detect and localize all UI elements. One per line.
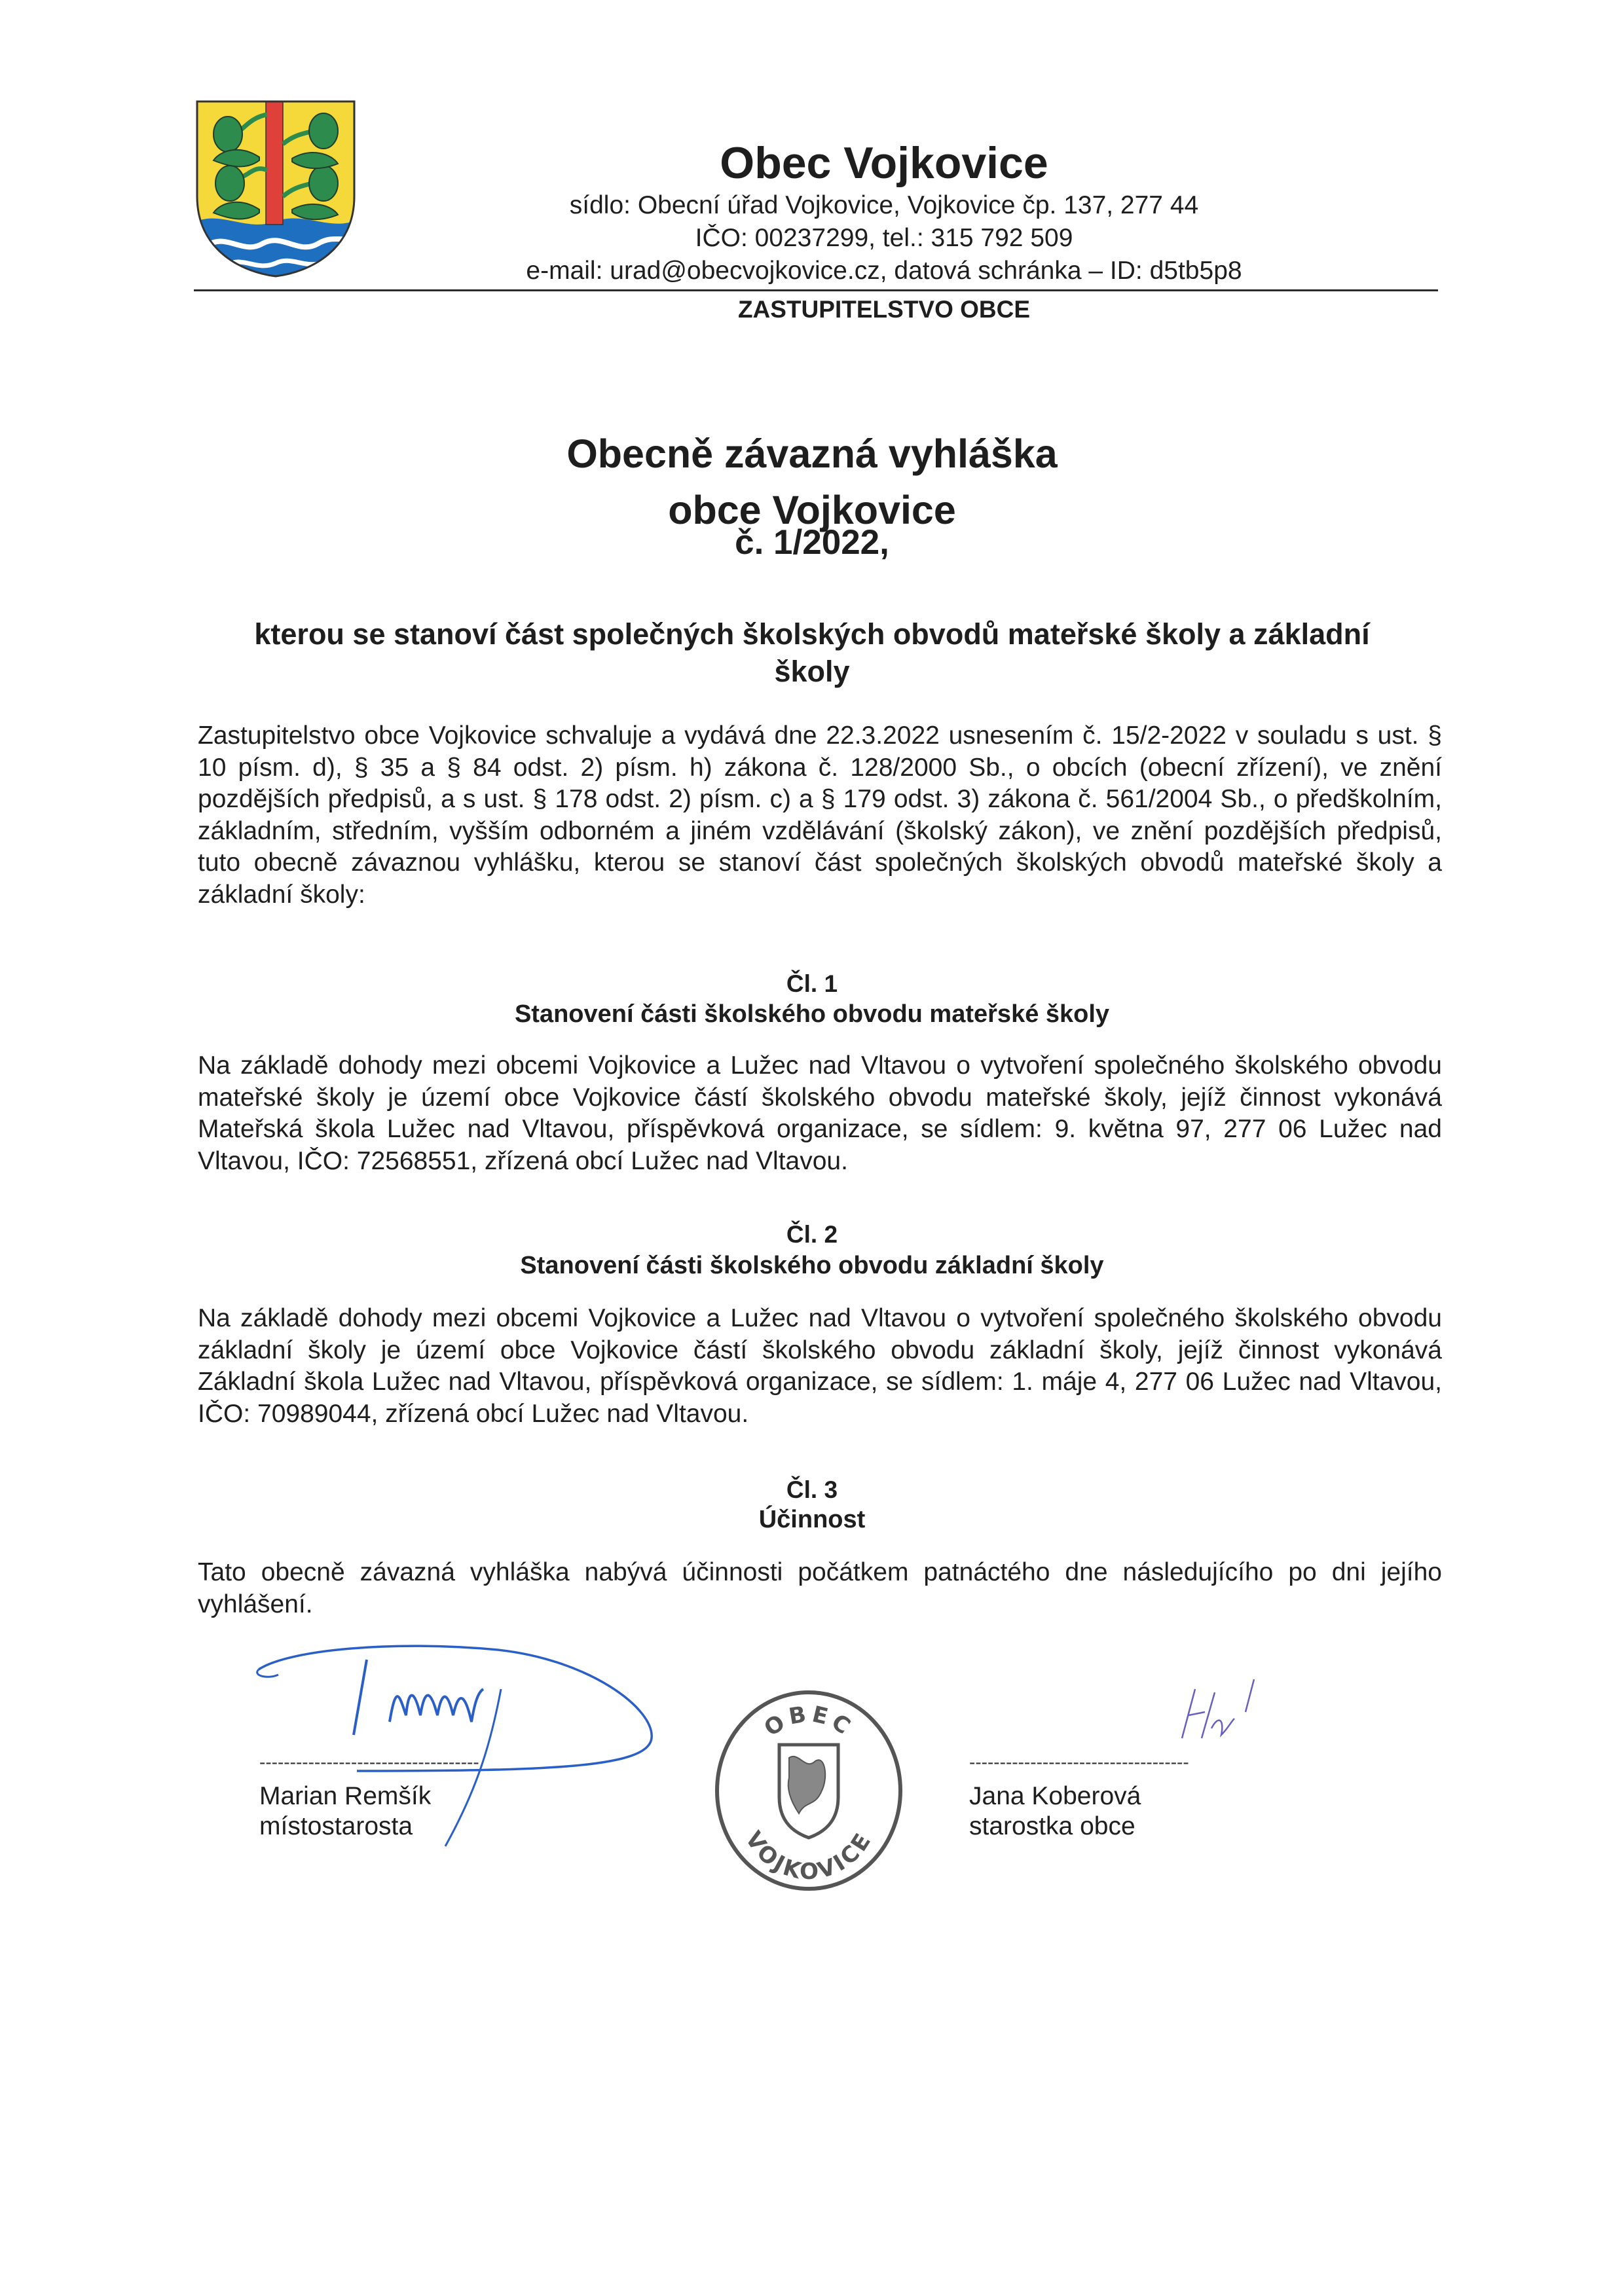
signatory-right-role: starostka obce (969, 1812, 1135, 1840)
signatory-left-role: místostarosta (259, 1812, 413, 1840)
org-email-databox: e-mail: urad@obecvojkovice.cz, datová schránka – ID: d5tb5p8 (526, 257, 1242, 285)
article-1-title: Stanovení části školského obvodu mateřské školy (514, 1000, 1110, 1028)
article-2-title: Stanovení části školského obvodu základní školy (520, 1252, 1104, 1279)
article-2-text: Na základě dohody mezi obcemi Vojkovice a Lužec nad Vltavou o vytvoření společného školského obvodu základní školy je území obce Vojkovice částí školského obvodu základní školy, jejíž činnost vykonává Základní škola Lužec nad Vltavou, příspěvková organizace, se sídlem: 1. máje 4, 277 06 Lužec nad Vltavou, IČO: 70989044, zřízená obcí Lužec nad Vltavou. (198, 1304, 1442, 1428)
signatory-right-name: Jana Koberová (969, 1782, 1141, 1810)
document-title (249, 426, 1375, 538)
article-1-text: Na základě dohody mezi obcemi Vojkovice a Lužec nad Vltavou o vytvoření společného školského obvodu mateřské školy je území obce Vojkovice částí školského obvodu mateřské školy, jejíž činnost vykonává Mateřská škola Lužec nad Vltavou, příspěvková organizace, se sídlem: 9. května 97, 277 06 Lužec nad Vltavou, IČO: 72568551, zřízená obcí Lužec nad Vltavou. (198, 1051, 1442, 1175)
document-subtitle: kterou se stanoví část společných školských obvodů mateřské školy a základní školy (254, 617, 1370, 688)
org-address: sídlo: Obecní úřad Vojkovice, Vojkovice čp. 137, 277 44 (569, 191, 1199, 219)
council-label: ZASTUPITELSTVO OBCE (737, 296, 1031, 323)
signature-line-right: ------------------------------------ (969, 1752, 1189, 1772)
article-1-number: Čl. 1 (786, 970, 838, 997)
svg-text:OBEC (760, 1701, 858, 1742)
article-3-number: Čl. 3 (786, 1476, 838, 1503)
handwritten-signature-right-icon (1172, 1676, 1264, 1748)
article-3-text: Tato obecně závazná vyhláška nabývá účinnosti počátkem patnáctého dne následujícího po dni jejího vyhlášení. (198, 1558, 1442, 1618)
handwritten-signature-left-icon (249, 1637, 694, 1853)
signatory-left-name: Marian Remšík (259, 1782, 432, 1810)
org-ico-phone: IČO: 00237299, tel.: 315 792 509 (695, 224, 1073, 252)
stamp-top-text: OBEC (759, 1700, 858, 1742)
official-stamp-icon (707, 1686, 910, 1895)
article-3-title: Účinnost (758, 1506, 866, 1533)
document-title-line2: obce Vojkovice (668, 488, 956, 532)
org-name: Obec Vojkovice (720, 138, 1048, 188)
header-divider (194, 289, 1438, 291)
document-title-line1: Obecně závazná vyhláška (566, 431, 1058, 476)
preamble-paragraph: Zastupitelstvo obce Vojkovice schvaluje a vydává dne 22.3.2022 usnesením č. 15/2-2022 v souladu s ust. § 10 písm. d), § 35 a § 84 odst. 2) písm. h) zákona č. 128/2000 Sb., o obcích (obecní zřízení), ve znění pozdějších předpisů, a s ust. § 178 odst. 2) písm. c) a § 179 odst. 3) zákona č. 561/2004 Sb., o předškolním, základním, středním, vyšším odborném a jiném vzdělávání (školský zákon), ve znění pozdějších předpisů, tuto obecně závaznou vyhlášku, kterou se stanoví část společných školských obvodů mateřské školy a základní školy: (198, 721, 1442, 909)
signature-line-left: ------------------------------------ (259, 1752, 479, 1772)
article-2-number: Čl. 2 (786, 1221, 838, 1248)
document-number: č. 1/2022, (735, 523, 889, 562)
stamp-bottom-text: VOJKOVICE (739, 1827, 878, 1886)
